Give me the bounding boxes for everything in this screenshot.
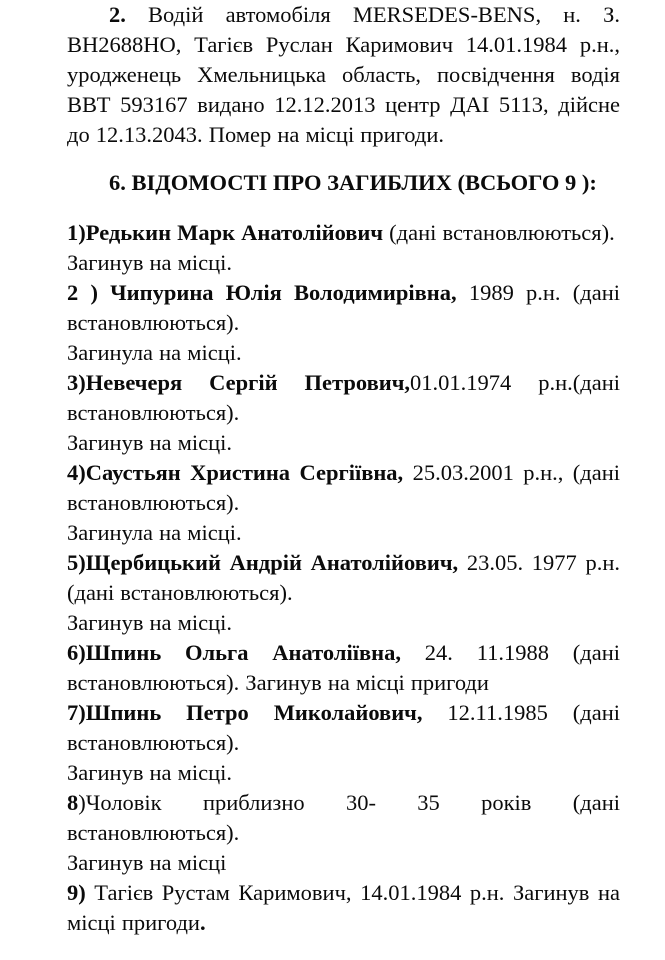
victim-details-1: (дані встановлюються). — [383, 220, 615, 245]
victim-entry-7 — [67, 698, 620, 758]
victim-name-3: 3)Невечеря Сергій Петрович, — [67, 370, 411, 395]
victim-status-7 — [67, 758, 620, 788]
victim-entry-5 — [67, 548, 620, 608]
victim-details-5: 23.05. 1977 р.н. (дані встановлюються). — [67, 550, 620, 605]
victim-status-text-4: Загинула на місці. — [67, 520, 242, 545]
victim-details-9: Тагієв Рустам Каримович, 14.01.1984 р.н. Загинув на місці пригоди — [67, 880, 620, 935]
victim-entry-2 — [67, 278, 620, 338]
victim-details-6: 24. 11.1988 (дані встановлюються). Загинув на місці пригоди — [67, 640, 621, 695]
victim-status-text-5: Загинув на місці. — [67, 610, 233, 635]
victim-details-8: )Чоловік приблизно 30- 35 років (дані встановлюються). — [67, 790, 620, 845]
victim-period-9: . — [199, 910, 206, 935]
victim-number-8: 8 — [67, 790, 79, 815]
victim-status-8 — [67, 848, 620, 878]
victim-name-2: 2 ) Чипурина Юлія Володимирівна, — [67, 280, 457, 305]
victim-status-4 — [67, 518, 620, 548]
victim-entry-9 — [67, 878, 620, 938]
victim-status-1 — [67, 248, 620, 278]
victim-status-text-7: Загинув на місці. — [67, 760, 233, 785]
victim-status-text-2: Загинула на місці. — [67, 340, 242, 365]
victim-details-3: 01.01.1974 р.н.(дані встановлюються). — [67, 370, 620, 425]
victims-list — [67, 218, 620, 938]
victim-status-5 — [67, 608, 620, 638]
victim-details-7: 12.11.1985 (дані встановлюються). — [67, 700, 620, 755]
section-heading-text: 6. ВІДОМОСТІ ПРО ЗАГИБЛИХ (ВСЬОГО 9 ): — [109, 170, 597, 195]
victim-name-7: 7)Шпинь Петро Миколайович, — [67, 700, 423, 725]
victim-name-1: 1)Редькин Марк Анатолійович — [67, 220, 384, 245]
section-heading-victims — [67, 150, 620, 198]
paragraph-number: 2. — [109, 2, 126, 27]
victim-details-4: 25.03.2001 р.н., (дані встановлюються). — [67, 460, 620, 515]
heading-spacer — [67, 198, 620, 218]
victim-status-text-8: Загинув на місці — [67, 850, 227, 875]
victim-status-3 — [67, 428, 620, 458]
victim-name-5: 5)Щербицький Андрій Анатолійович, — [67, 550, 459, 575]
victim-status-text-1: Загинув на місці. — [67, 250, 233, 275]
victim-details-2: 1989 р.н. (дані встановлюються). — [67, 280, 620, 335]
victim-entry-3 — [67, 368, 620, 428]
victim-entry-4 — [67, 458, 620, 518]
victim-name-6: 6)Шпинь Ольга Анатоліївна, — [67, 640, 402, 665]
victim-entry-6 — [67, 638, 620, 698]
victim-entry-8 — [67, 788, 620, 848]
victim-status-text-3: Загинув на місці. — [67, 430, 233, 455]
paragraph-driver-info — [67, 0, 620, 150]
victim-status-2 — [67, 338, 620, 368]
paragraph-body: Водій автомобіля MERSEDES-BENS, н. З. ВН2688НО, Тагієв Руслан Каримович 14.01.1984 р.н., уродженець Хмельницька область, посвідчення водія ВВТ 593167 видано 12.12.2013 центр ДАІ 5113, дійсне до 12.13.2043. Помер на місці пригоди. — [67, 2, 620, 147]
victim-name-4: 4)Саустьян Христина Сергіївна, — [67, 460, 404, 485]
victim-entry-1 — [67, 218, 620, 248]
victim-number-9: 9) — [67, 880, 86, 905]
